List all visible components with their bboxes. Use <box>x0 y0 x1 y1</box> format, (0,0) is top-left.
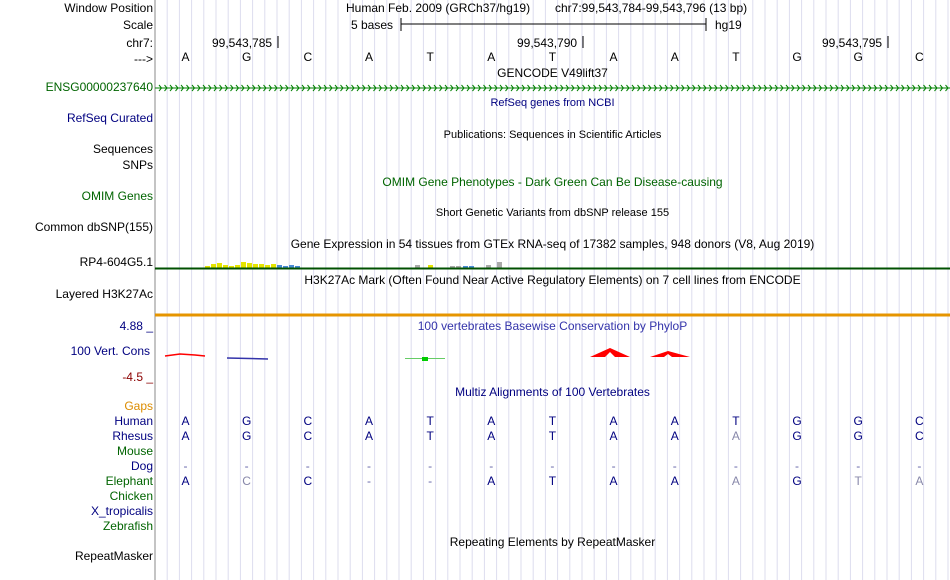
alignment-base: - <box>917 459 922 473</box>
conservation-signal <box>422 357 428 361</box>
alignment-base: A <box>609 474 618 488</box>
gaps-label[interactable]: Gaps <box>124 399 153 413</box>
chrom-position: 99,543,795 <box>822 36 883 50</box>
species-label[interactable]: Human <box>114 414 153 428</box>
species-label[interactable]: Elephant <box>105 474 153 488</box>
base-letter: T <box>426 50 434 64</box>
alignment-base: C <box>242 474 251 488</box>
alignment-base: C <box>303 474 313 488</box>
sequences-label[interactable]: Sequences <box>92 142 153 156</box>
alignment-base: T <box>548 429 557 443</box>
alignment-base: - <box>733 459 738 473</box>
alignment-base: - <box>489 459 494 473</box>
alignment-base: G <box>241 414 252 428</box>
h3k27ac-label[interactable]: Layered H3K27Ac <box>55 287 153 301</box>
alignment-base: T <box>426 429 434 443</box>
alignment-base: - <box>856 459 861 473</box>
alignment-base: A <box>487 414 496 428</box>
alignment-base: - <box>366 474 371 488</box>
gtex-expression-bar <box>271 264 276 268</box>
alignment-base: G <box>853 429 863 443</box>
conservation-signal <box>227 358 268 359</box>
alignment-base: T <box>426 414 434 428</box>
alignment-base: A <box>364 429 373 443</box>
dbsnp-title: Short Genetic Variants from dbSNP release 155 <box>435 207 670 219</box>
alignment-base: - <box>672 459 677 473</box>
strand-label: ---> <box>134 52 153 66</box>
base-letter: A <box>670 50 679 64</box>
conservation-peak <box>590 348 630 357</box>
refseq-label[interactable]: RefSeq Curated <box>66 111 153 125</box>
scale-value: 5 bases <box>351 18 394 32</box>
alignment-base: C <box>303 414 313 428</box>
alignment-base: - <box>244 459 249 473</box>
gtex-expression-bar <box>217 263 222 268</box>
base-letter: A <box>609 50 618 64</box>
base-letter: G <box>853 50 863 64</box>
alignment-base: C <box>303 429 313 443</box>
base-letter: A <box>364 50 373 64</box>
multiz-title: Multiz Alignments of 100 Vertebrates <box>455 385 650 399</box>
conservation-label[interactable]: 100 Vert. Cons <box>70 344 150 358</box>
alignment-base: - <box>611 459 616 473</box>
publications-title: Publications: Sequences in Scientific Articles <box>443 129 662 141</box>
species-label[interactable]: Mouse <box>116 444 153 458</box>
position-range: chr7:99,543,784-99,543,796 (13 bp) <box>555 1 748 15</box>
base-letter: A <box>181 50 190 64</box>
alignment-base: G <box>792 429 802 443</box>
snps-label[interactable]: SNPs <box>122 158 153 172</box>
chrom-position: 99,543,785 <box>212 36 273 50</box>
chrom-position: 99,543,790 <box>517 36 578 50</box>
alignment-base: A <box>364 414 373 428</box>
assembly-name: Human Feb. 2009 (GRCh37/hg19) <box>346 1 531 15</box>
species-label[interactable]: Zebrafish <box>102 519 153 533</box>
species-label[interactable]: Chicken <box>109 489 153 503</box>
refseq-title: RefSeq genes from NCBI <box>490 97 615 109</box>
alignment-base: C <box>915 429 924 443</box>
gtex-expression-bar <box>253 264 258 268</box>
chrom-label: chr7: <box>126 36 153 50</box>
alignment-base: A <box>731 474 740 488</box>
conservation-title: 100 vertebrates Basewise Conservation by PhyloP <box>417 319 688 333</box>
scale-label: Scale <box>122 18 153 32</box>
gtex-expression-bar <box>247 263 252 268</box>
omim-title: OMIM Gene Phenotypes - Dark Green Can Be Disease-causing <box>382 175 723 189</box>
conservation-signal <box>165 354 205 356</box>
base-letter: G <box>792 50 802 64</box>
alignment-base: A <box>731 429 740 443</box>
alignment-base: A <box>670 474 679 488</box>
scale-assembly: hg19 <box>715 18 742 32</box>
conservation-min: -4.5 _ <box>122 370 153 384</box>
alignment-base: - <box>183 459 188 473</box>
alignment-base: A <box>181 414 190 428</box>
alignment-base: - <box>366 459 371 473</box>
base-letter: T <box>732 50 740 64</box>
base-letter: A <box>487 50 496 64</box>
alignment-base: - <box>550 459 555 473</box>
gencode-title: GENCODE V49lift37 <box>497 66 608 80</box>
base-letter: C <box>303 50 313 64</box>
alignment-base: - <box>305 459 310 473</box>
gtex-gene-label[interactable]: RP4-604G5.1 <box>79 255 153 269</box>
alignment-base: A <box>670 429 679 443</box>
gtex-expression-bar <box>497 262 502 268</box>
dbsnp-label[interactable]: Common dbSNP(155) <box>34 220 153 234</box>
repeatmasker-title: Repeating Elements by RepeatMasker <box>449 535 656 549</box>
alignment-base: T <box>854 474 862 488</box>
omim-label[interactable]: OMIM Genes <box>81 189 153 203</box>
alignment-base: - <box>795 459 800 473</box>
alignment-base: A <box>181 474 190 488</box>
alignment-base: G <box>792 414 802 428</box>
alignment-base: G <box>241 429 252 443</box>
base-letter: G <box>241 50 252 64</box>
gencode-transcript-label[interactable]: ENSG00000237640 <box>45 80 153 94</box>
base-letter: T <box>548 50 557 64</box>
alignment-base: A <box>609 429 618 443</box>
conservation-peak <box>650 351 690 357</box>
alignment-base: A <box>487 429 496 443</box>
gtex-expression-bar <box>241 262 246 268</box>
alignment-base: G <box>792 474 802 488</box>
conservation-max: 4.88 _ <box>119 319 153 333</box>
species-label[interactable]: Dog <box>130 459 153 473</box>
alignment-base: T <box>548 414 557 428</box>
alignment-base: G <box>853 414 863 428</box>
base-letter: C <box>915 50 924 64</box>
alignment-base: - <box>428 459 433 473</box>
h3k27ac-title: H3K27Ac Mark (Often Found Near Active Regulatory Elements) on 7 cell lines from ENCODE <box>304 273 801 287</box>
alignment-base: A <box>670 414 679 428</box>
alignment-base: A <box>181 429 190 443</box>
alignment-base: C <box>915 414 924 428</box>
alignment-base: A <box>915 474 924 488</box>
alignment-base: T <box>548 474 557 488</box>
gtex-title: Gene Expression in 54 tissues from GTEx RNA-seq of 17382 samples, 948 donors (V8, Aug 2019) <box>290 237 815 251</box>
alignment-base: - <box>428 474 433 488</box>
gtex-expression-bar <box>259 264 264 268</box>
alignment-base: T <box>732 414 740 428</box>
gtex-expression-bar <box>211 264 216 268</box>
alignment-base: A <box>487 474 496 488</box>
alignment-base: A <box>609 414 618 428</box>
species-label[interactable]: X_tropicalis <box>90 504 153 518</box>
window-position-label: Window Position <box>64 1 153 15</box>
repeatmasker-label[interactable]: RepeatMasker <box>74 549 153 563</box>
species-label[interactable]: Rhesus <box>112 429 153 443</box>
